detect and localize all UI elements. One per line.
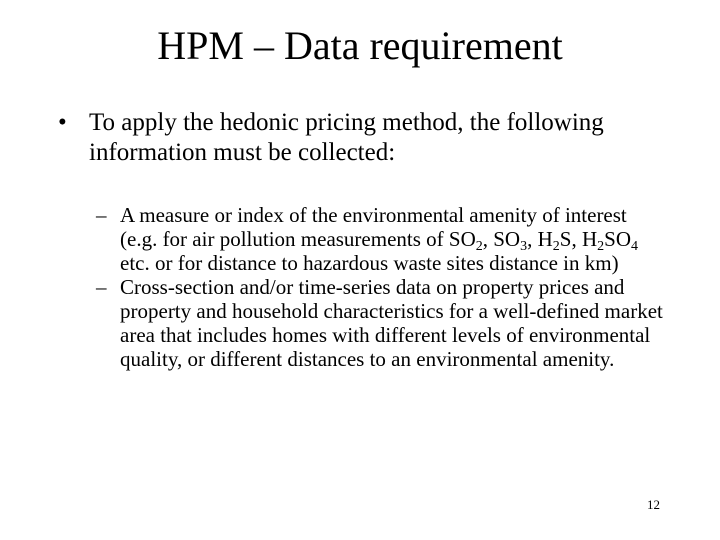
text-segment: etc. or for distance to hazardous waste sites distance in km): [120, 251, 619, 275]
text-segment: , SO: [482, 227, 521, 251]
text-segment: , H: [527, 227, 553, 251]
subscript: 2: [597, 239, 605, 254]
text-segment: A measure or index of the environmental amenity of interest (e.g. for air pollution measurements of SO: [120, 203, 627, 251]
bullet-item: [58, 108, 618, 168]
slide-title: HPM – Data requirement: [157, 23, 563, 68]
sub-bullet-text: Cross-section and/or time-series data on property prices and property and household characteristics for a well-defined market area that includes homes with different levels of environmental quality, or different distances to an environmental amenity.: [120, 275, 663, 371]
subscript: 2: [552, 239, 560, 254]
subscript: 3: [520, 239, 528, 254]
dash-marker: –: [96, 203, 107, 227]
subscript: 4: [631, 239, 638, 254]
text-segment: SO: [604, 227, 631, 251]
text-segment: S, H: [559, 227, 598, 251]
sub-bullet-item-amenity-measure: [96, 203, 666, 275]
subscript: 2: [475, 239, 483, 254]
sub-bullet-item-property-data: [96, 275, 666, 371]
bullet-text: To apply the hedonic pricing method, the following information must be collected:: [89, 109, 604, 166]
sub-bullet-text: [120, 203, 638, 275]
page-number: 12: [647, 497, 660, 512]
bullet-marker: •: [58, 109, 67, 136]
sub-bullet-list: [96, 203, 666, 371]
dash-marker: –: [96, 275, 107, 299]
